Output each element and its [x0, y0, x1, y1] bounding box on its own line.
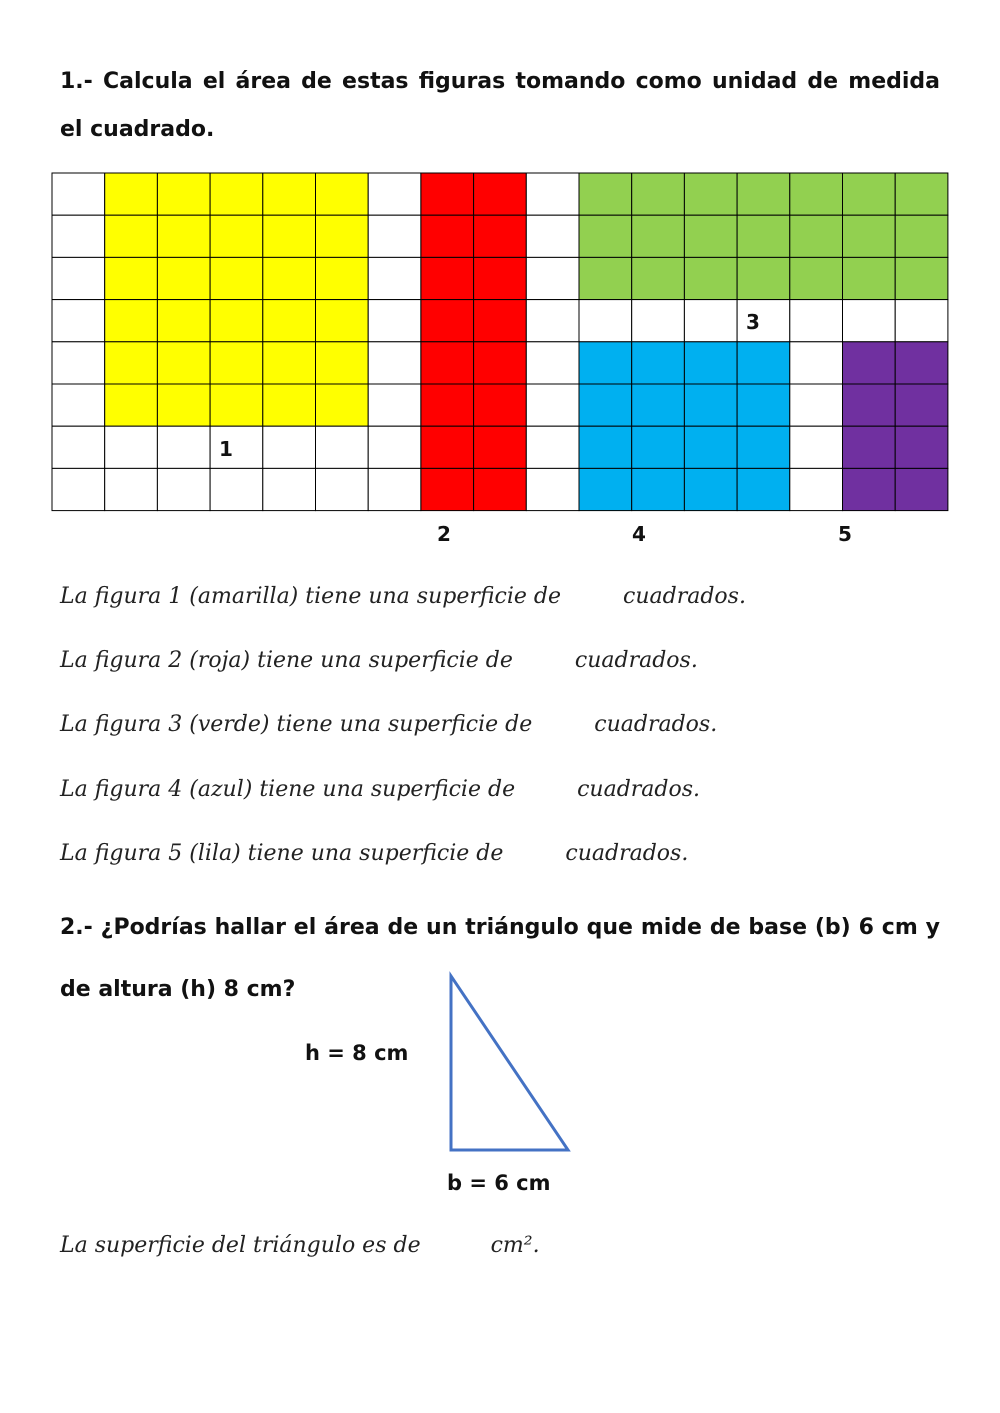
grid-cell	[632, 300, 685, 342]
figure-5-label: 5	[838, 522, 852, 546]
grid-cell	[157, 468, 210, 510]
grid-cell	[684, 384, 737, 426]
right-triangle	[440, 966, 580, 1160]
grid-cell	[210, 215, 263, 257]
answer-unit: cuadrados.	[574, 648, 698, 673]
figure-1-label: 1	[219, 437, 233, 461]
grid-cell	[684, 426, 737, 468]
grid-cell	[316, 468, 369, 510]
answer-figure-3	[60, 712, 717, 737]
grid-cell	[368, 257, 421, 299]
answer-text: La figura 2 (roja) tiene una superficie de	[60, 648, 513, 673]
grid-cell	[684, 342, 737, 384]
answer-unit: cuadrados.	[594, 712, 718, 737]
answer-text: La figura 4 (azul) tiene una superficie de	[60, 777, 516, 802]
grid-cell	[632, 173, 685, 215]
grid-cell	[52, 342, 105, 384]
grid-cell	[52, 257, 105, 299]
grid-cell	[421, 173, 474, 215]
grid-cell	[526, 215, 579, 257]
grid-cell	[421, 426, 474, 468]
grid-cell	[210, 342, 263, 384]
grid-cell	[737, 257, 790, 299]
grid-cell	[474, 426, 527, 468]
grid-cell	[52, 468, 105, 510]
grid-cell	[737, 384, 790, 426]
grid-cell	[157, 257, 210, 299]
grid-cell	[790, 384, 843, 426]
grid-cell	[526, 426, 579, 468]
grid-cell	[632, 384, 685, 426]
grid-cell	[263, 468, 316, 510]
grid-cell	[737, 468, 790, 510]
grid-cell	[368, 173, 421, 215]
grid-cell	[684, 173, 737, 215]
grid-cell	[684, 468, 737, 510]
grid-cell	[368, 468, 421, 510]
grid-cell	[316, 426, 369, 468]
grid-cell	[210, 384, 263, 426]
base-label: b = 6 cm	[447, 1171, 551, 1195]
grid-cell	[210, 173, 263, 215]
grid-cell	[157, 426, 210, 468]
grid-cell	[157, 342, 210, 384]
answer-figure-1	[60, 584, 746, 609]
grid-cell	[368, 426, 421, 468]
grid-cell	[843, 173, 896, 215]
grid-cell	[105, 468, 158, 510]
grid-cell	[632, 426, 685, 468]
triangle-shape	[451, 976, 568, 1150]
grid-cell	[52, 384, 105, 426]
grid-cell	[474, 300, 527, 342]
grid-cell	[210, 426, 263, 468]
answer-unit: cuadrados.	[565, 841, 689, 866]
grid-cell	[579, 300, 632, 342]
grid-cell	[474, 468, 527, 510]
answer-triangle	[60, 1233, 540, 1258]
grid-cell	[474, 215, 527, 257]
grid-cell	[52, 215, 105, 257]
grid-cell	[316, 215, 369, 257]
grid-cell	[263, 426, 316, 468]
grid-cell	[474, 173, 527, 215]
answer-figure-2	[60, 648, 698, 673]
grid-cell	[210, 257, 263, 299]
grid-cell	[368, 342, 421, 384]
answer-text: La superficie del triángulo es de	[60, 1233, 421, 1258]
grid-cell	[579, 173, 632, 215]
grid-cell	[157, 173, 210, 215]
grid-cell	[210, 468, 263, 510]
grid-cell	[263, 173, 316, 215]
grid-cell	[421, 342, 474, 384]
grid-cell	[684, 257, 737, 299]
figure-4-label: 4	[632, 522, 646, 546]
grid-cell	[421, 468, 474, 510]
grid-cell	[843, 257, 896, 299]
grid-cell	[895, 342, 948, 384]
answer-unit: cuadrados.	[577, 777, 701, 802]
grid-cell	[737, 426, 790, 468]
figure-3-label: 3	[746, 310, 760, 334]
grid-cell	[263, 257, 316, 299]
grid-cell	[737, 300, 790, 342]
grid-cell	[632, 342, 685, 384]
grid-cell	[263, 384, 316, 426]
exercise-2-prompt: 2.- ¿Podrías hallar el área de un triángulo que mide de base (b) 6 cm y de altura (h) 8 cm?	[60, 915, 940, 1002]
grid-cell	[526, 384, 579, 426]
grid-cell	[368, 384, 421, 426]
grid-cell	[368, 215, 421, 257]
grid-cell	[474, 384, 527, 426]
grid-cell	[105, 173, 158, 215]
grid-cell	[737, 342, 790, 384]
grid-cell	[843, 300, 896, 342]
grid-cell	[105, 384, 158, 426]
grid-cell	[105, 215, 158, 257]
grid-cell	[895, 173, 948, 215]
answer-text: La figura 3 (verde) tiene una superficie de	[60, 712, 533, 737]
grid-cell	[843, 426, 896, 468]
answer-text: La figura 1 (amarilla) tiene una superficie de	[60, 584, 562, 609]
grid-cell	[474, 342, 527, 384]
grid-cell	[263, 342, 316, 384]
grid-cell	[895, 426, 948, 468]
grid-cell	[895, 384, 948, 426]
grid-cell	[157, 215, 210, 257]
grid-cell	[895, 257, 948, 299]
grid-cell	[843, 342, 896, 384]
grid-cell	[105, 426, 158, 468]
answer-figure-4	[60, 777, 700, 802]
grid-cell	[790, 173, 843, 215]
grid-cell	[526, 257, 579, 299]
figure-2-label: 2	[437, 522, 451, 546]
grid-cell	[790, 300, 843, 342]
grid-cell	[52, 300, 105, 342]
grid-cell	[421, 300, 474, 342]
grid-cell	[737, 173, 790, 215]
grid-cell	[52, 173, 105, 215]
grid-cell	[316, 173, 369, 215]
grid-cell	[526, 173, 579, 215]
grid-cell	[737, 215, 790, 257]
grid-cell	[316, 257, 369, 299]
grid-cell	[316, 342, 369, 384]
grid-cell	[474, 257, 527, 299]
grid-cell	[579, 342, 632, 384]
grid-cell	[105, 300, 158, 342]
area-grid	[51, 172, 949, 512]
grid-cell	[526, 468, 579, 510]
grid-cell	[684, 215, 737, 257]
grid-cell	[895, 468, 948, 510]
grid-cell	[632, 215, 685, 257]
grid-cell	[263, 215, 316, 257]
grid-cell	[526, 342, 579, 384]
grid-cell	[421, 384, 474, 426]
height-label: h = 8 cm	[305, 1041, 409, 1065]
grid-cell	[684, 300, 737, 342]
grid-cell	[895, 300, 948, 342]
grid-cell	[157, 300, 210, 342]
grid-cell	[579, 426, 632, 468]
grid-cell	[843, 384, 896, 426]
grid-cell	[263, 300, 316, 342]
grid-cell	[526, 300, 579, 342]
grid-cell	[316, 384, 369, 426]
grid-cell	[316, 300, 369, 342]
grid-cell	[632, 468, 685, 510]
grid-cell	[579, 257, 632, 299]
grid-cell	[790, 468, 843, 510]
answer-unit: cm².	[490, 1233, 540, 1258]
grid-cell	[790, 426, 843, 468]
grid-cell	[421, 257, 474, 299]
grid-cell	[790, 257, 843, 299]
grid-cell	[368, 300, 421, 342]
grid-cell	[843, 215, 896, 257]
exercise-1-prompt: 1.- Calcula el área de estas figuras tomando como unidad de medida el cuadrado.	[60, 69, 940, 142]
grid-cell	[157, 384, 210, 426]
grid-cell	[895, 215, 948, 257]
grid-cell	[579, 468, 632, 510]
answer-unit: cuadrados.	[623, 584, 746, 609]
grid-cell	[843, 468, 896, 510]
answer-figure-5	[60, 841, 688, 866]
grid-cell	[790, 215, 843, 257]
grid-cell	[210, 300, 263, 342]
grid-cell	[105, 342, 158, 384]
grid-cell	[52, 426, 105, 468]
grid-cell	[579, 384, 632, 426]
grid-cell	[790, 342, 843, 384]
grid-cell	[421, 215, 474, 257]
answer-text: La figura 5 (lila) tiene una superficie de	[60, 841, 504, 866]
grid-cell	[579, 215, 632, 257]
grid-cell	[105, 257, 158, 299]
grid-cell	[632, 257, 685, 299]
